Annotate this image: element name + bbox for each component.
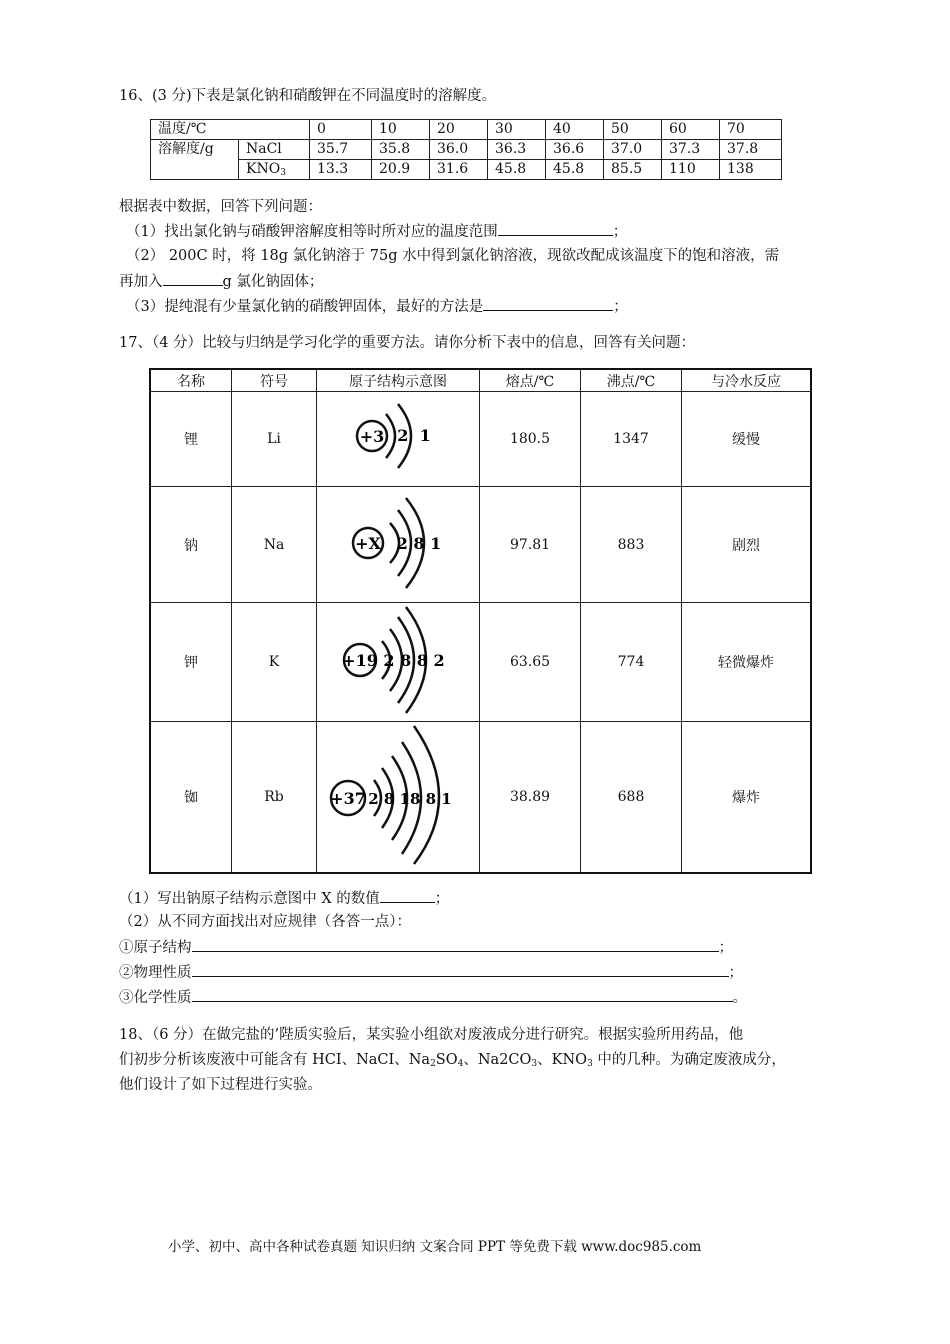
boiling-point: 774 xyxy=(581,603,682,722)
reaction: 缓慢 xyxy=(682,392,812,487)
q18-line2-e: 、Na2CO xyxy=(463,1052,532,1068)
melting-point: 97.81 xyxy=(480,487,581,603)
atom-diagram xyxy=(318,603,478,717)
temp-cell: 30 xyxy=(488,120,546,140)
q16-part2-end: g 氯化钠固体； xyxy=(222,274,324,290)
table-row xyxy=(150,722,811,874)
table-row xyxy=(151,120,782,140)
melting-point: 63.65 xyxy=(480,603,581,722)
kno3-cell: 20.9 xyxy=(372,160,430,180)
q16-part3 xyxy=(126,296,628,317)
melting-point: 180.5 xyxy=(480,392,581,487)
atomic-structure-diagram xyxy=(317,487,480,603)
answer-blank[interactable] xyxy=(483,296,613,311)
nucleus-charge: +3 xyxy=(359,427,385,446)
q16-lead: 根据表中数据，回答下列问题： xyxy=(119,199,322,215)
kno3-label: KNO xyxy=(246,161,281,177)
temp-label-cell: 温度/℃ xyxy=(151,120,310,140)
q18-sub: 3 xyxy=(587,1059,593,1069)
q17-intro: 17、（4 分）比较与归纳是学习化学的重要方法。请你分析下表中的信息，回答有关问题： xyxy=(119,335,696,351)
shell-electrons: 2 8 18 8 1 xyxy=(368,790,452,808)
boiling-point: 688 xyxy=(581,722,682,874)
atom-diagram xyxy=(318,722,478,868)
temp-cell: 50 xyxy=(604,120,662,140)
q17-a3-end: 。 xyxy=(732,990,747,1006)
element-name: 钾 xyxy=(150,603,232,722)
element-symbol: Na xyxy=(232,487,317,603)
page-footer: 小学、初中、高中各种试卷真题 知识归纳 文案合同 PPT 等免费下载 www.doc985.com xyxy=(168,1239,702,1255)
answer-blank[interactable] xyxy=(192,937,719,952)
boiling-point: 883 xyxy=(581,487,682,603)
header-boiling-point: 沸点/℃ xyxy=(581,369,682,392)
q17-part2: （2）从不同方面找出对应规律（各答一点）： xyxy=(119,914,411,930)
nacl-cell: 37.8 xyxy=(720,140,782,160)
q18-line2-c: SO xyxy=(435,1052,458,1068)
answer-blank[interactable] xyxy=(380,888,435,903)
header-melting-point: 熔点/℃ xyxy=(480,369,581,392)
q17-part1-end: ； xyxy=(434,891,450,907)
q17-a1-end: ； xyxy=(718,940,733,956)
q18-sub: 2 xyxy=(430,1059,436,1069)
table-row xyxy=(150,603,811,722)
element-name: 锂 xyxy=(150,392,232,487)
q16-part3-text: （3）提纯混有少量氯化钠的硝酸钾固体，最好的方法是 xyxy=(126,299,484,315)
shell-electrons: 2 8 1 xyxy=(396,533,442,553)
nacl-cell: 36.0 xyxy=(430,140,488,160)
atomic-structure-diagram xyxy=(317,392,480,487)
shell-electrons: 2 1 xyxy=(397,426,431,445)
kno3-cell: 138 xyxy=(720,160,782,180)
kno3-subscript: 3 xyxy=(280,168,286,178)
temp-cell: 40 xyxy=(546,120,604,140)
kno3-cell: 110 xyxy=(662,160,720,180)
atom-diagram xyxy=(318,488,478,598)
alkali-metal-table xyxy=(149,368,812,874)
q17-a1-label: ①原子结构 xyxy=(119,940,192,956)
q18-line2-i: 中的几种。为确定废液成分， xyxy=(592,1052,786,1068)
q18-line2-g: 、KNO xyxy=(537,1052,588,1068)
temp-cell: 10 xyxy=(372,120,430,140)
nucleus-charge: +37 xyxy=(330,789,366,808)
table-row xyxy=(151,140,782,160)
kno3-cell: 31.6 xyxy=(430,160,488,180)
reaction: 剧烈 xyxy=(682,487,812,603)
q16-part1-end: ； xyxy=(612,224,628,240)
q16-part1-text: （1）找出氯化钠与硝酸钾溶解度相等时所对应的温度范围 xyxy=(126,224,498,240)
nacl-cell: 35.7 xyxy=(310,140,372,160)
nacl-cell: 37.3 xyxy=(662,140,720,160)
temp-cell: 60 xyxy=(662,120,720,140)
q17-answer-physical xyxy=(119,962,743,983)
answer-blank[interactable] xyxy=(163,271,223,286)
q16-intro: 16、(3 分)下表是氯化钠和硝酸钾在不同温度时的溶解度。 xyxy=(119,88,497,104)
nucleus-charge: +19 xyxy=(342,651,378,670)
element-symbol: Li xyxy=(232,392,317,487)
reaction: 轻微爆炸 xyxy=(682,603,812,722)
kno3-label-cell xyxy=(239,160,310,180)
kno3-cell: 85.5 xyxy=(604,160,662,180)
q18-sub: 4 xyxy=(457,1059,464,1069)
temp-cell: 0 xyxy=(310,120,372,140)
nacl-label-cell: NaCl xyxy=(239,140,310,160)
q18-line2 xyxy=(119,1050,786,1070)
atomic-structure-diagram xyxy=(317,603,480,722)
q18-line3: 他们设计了如下过程进行实验。 xyxy=(119,1077,322,1093)
nacl-cell: 37.0 xyxy=(604,140,662,160)
q18-line1: 18、（6 分）在做完盐的’陛质实验后，某实验小组欲对废液成分进行研究。根据实验所用药品，他 xyxy=(119,1027,744,1043)
melting-point: 38.89 xyxy=(480,722,581,874)
kno3-cell: 13.3 xyxy=(310,160,372,180)
atomic-structure-diagram xyxy=(317,722,480,874)
kno3-cell: 45.8 xyxy=(546,160,604,180)
table-row xyxy=(150,487,811,603)
table-row xyxy=(150,392,811,487)
nucleus-charge: +X xyxy=(355,533,381,553)
solubility-table xyxy=(150,119,782,180)
header-symbol: 符号 xyxy=(232,369,317,392)
q17-a2-end: ； xyxy=(728,965,743,981)
q16-part2-start: 再加入 xyxy=(119,274,163,290)
q17-answer-chemical xyxy=(119,987,747,1008)
q16-part3-end: ； xyxy=(613,299,628,315)
answer-blank[interactable] xyxy=(192,962,729,977)
atom-diagram xyxy=(318,392,478,482)
q17-answer-structure xyxy=(119,937,733,958)
table-header-row xyxy=(150,369,811,392)
element-symbol: K xyxy=(232,603,317,722)
boiling-point: 1347 xyxy=(581,392,682,487)
header-structure: 原子结构示意图 xyxy=(317,369,480,392)
answer-blank[interactable] xyxy=(192,987,733,1002)
q17-a3-label: ③化学性质 xyxy=(119,990,192,1006)
solubility-label-cell: 溶解度/g xyxy=(151,140,239,180)
temp-cell: 70 xyxy=(720,120,782,140)
answer-blank[interactable] xyxy=(498,221,613,236)
nacl-cell: 36.3 xyxy=(488,140,546,160)
q16-part2-line2 xyxy=(119,271,323,292)
shell-electrons: 2 8 8 2 xyxy=(383,651,445,670)
nacl-cell: 36.6 xyxy=(546,140,604,160)
element-name: 铷 xyxy=(150,722,232,874)
kno3-cell: 45.8 xyxy=(488,160,546,180)
q18-line2-a: 们初步分析该废液中可能含有 HCI、NaCI、Na xyxy=(119,1052,431,1068)
element-symbol: Rb xyxy=(232,722,317,874)
temp-cell: 20 xyxy=(430,120,488,140)
table-row xyxy=(151,160,782,180)
q16-part1 xyxy=(126,221,627,242)
header-reaction: 与冷水反应 xyxy=(682,369,812,392)
header-name: 名称 xyxy=(150,369,232,392)
reaction: 爆炸 xyxy=(682,722,812,874)
nacl-cell: 35.8 xyxy=(372,140,430,160)
q17-part1-text: （1）写出钠原子结构示意图中 X 的数值 xyxy=(119,891,380,907)
q18-sub: 3 xyxy=(531,1059,538,1069)
q17-part1 xyxy=(119,888,449,909)
q17-a2-label: ②物理性质 xyxy=(119,965,192,981)
q16-part2-line1: （2） 200C 时，将 18g 氯化钠溶于 75g 水中得到氯化钠溶液，现欲改配成该温度下的饱和溶液，需 xyxy=(126,248,780,264)
element-name: 钠 xyxy=(150,487,232,603)
